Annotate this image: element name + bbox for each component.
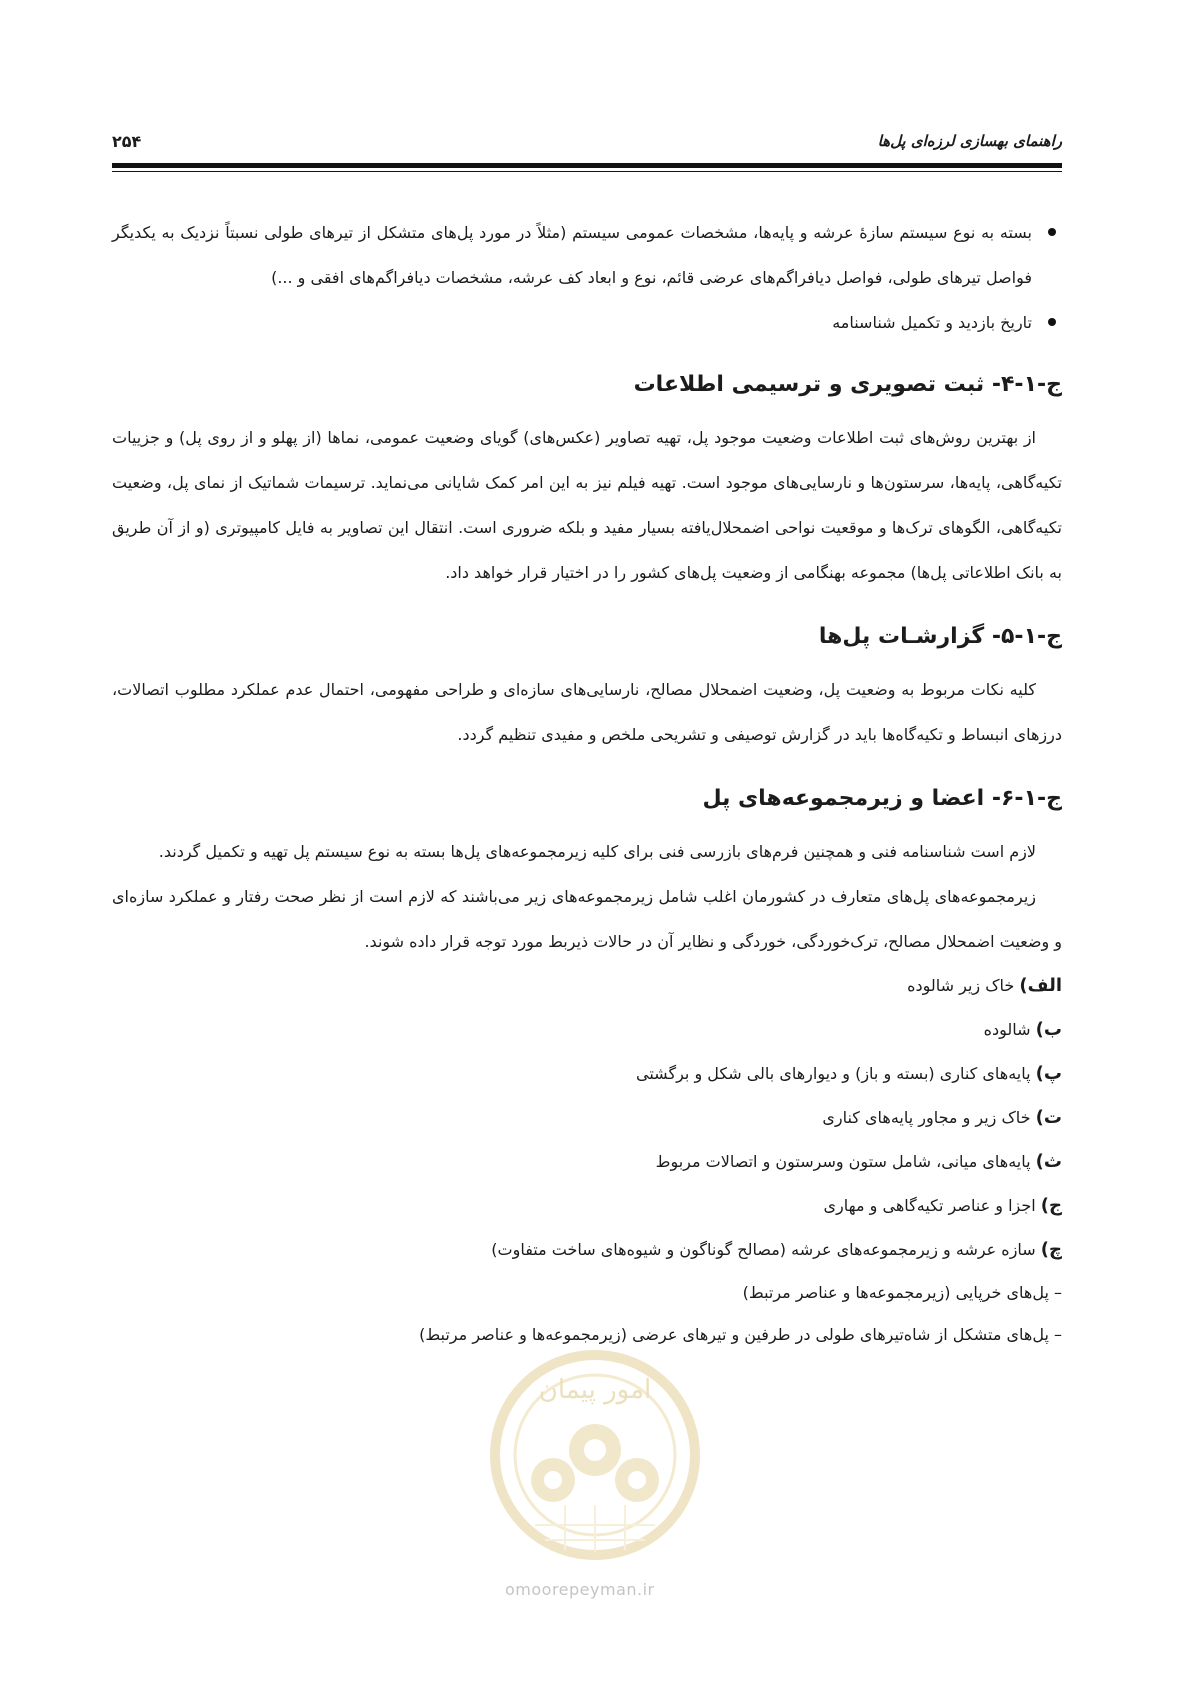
section-paragraph: از بهترین روش‌های ثبت اطلاعات وضعیت موجود پل، تهیه تصاویر (عکس‌های) گویای وضعیت عمومی، نماها (از پهلو و از روی پل) و جزییات تکیه‌گاهی، پایه‌ها، سرستون‌ها و نارسایی‌های موجود است. تهیه فیلم نیز به این امر کمک شایانی می‌نماید. ترسیمات شماتیک از نمای پل، وضعیت تکیه‌گاهی، الگوهای ترک‌ها و موقعیت نواحی اضمحلال‌یافته بسیار مفید و بلکه ضروری است. انتقال این تصاویر به فایل کامپیوتری (و از آن طریق به بانک اطلاعاتی پل‌ها) مجموعه بهنگامی از وضعیت پل‌های کشور را در اختیار قرار خواهد داد. bbox=[112, 428, 1062, 582]
list-item bbox=[112, 1228, 1062, 1272]
list-marker: پ) bbox=[1035, 1063, 1062, 1084]
section-heading: ج-۱-۵- گزارشـات پل‌ها bbox=[818, 624, 1062, 649]
bullet-dot-icon bbox=[1048, 318, 1056, 326]
header-rule-thin bbox=[112, 171, 1062, 172]
page-content bbox=[112, 210, 1062, 1356]
list-text: پایه‌های کناری (بسته و باز) و دیوارهای بالی شکل و برگشتی bbox=[636, 1064, 1031, 1083]
list-text: اجزا و عناصر تکیه‌گاهی و مهاری bbox=[823, 1196, 1036, 1215]
sub-list-item: – پل‌های متشکل از شاه‌تیرهای طولی در طرفین و تیرهای عرضی (زیرمجموعه‌ها و عناصر مرتبط) bbox=[419, 1325, 1062, 1344]
list-text: سازه عرشه و زیرمجموعه‌های عرشه (مصالح گوناگون و شیوه‌های ساخت متفاوت) bbox=[491, 1240, 1036, 1259]
section-heading: ج-۱-۴- ثبت تصویری و ترسیمی اطلاعات bbox=[633, 372, 1062, 397]
bullet-dot-icon bbox=[1048, 228, 1056, 236]
bullet-item bbox=[112, 300, 1062, 345]
list-text: پایه‌های میانی، شامل ستون وسرستون و اتصالات مربوط bbox=[655, 1152, 1031, 1171]
list-marker: ب) bbox=[1035, 1019, 1062, 1040]
list-marker: الف) bbox=[1019, 975, 1062, 996]
running-header bbox=[112, 122, 1062, 162]
header-title: راهنمای بهسازی لرزه‌ای پل‌ها bbox=[877, 132, 1062, 150]
list-item bbox=[112, 1008, 1062, 1052]
section-paragraph: زیرمجموعه‌های پل‌های متعارف در کشورمان اغلب شامل زیرمجموعه‌های زیر می‌باشند که لازم است از نظر صحت رفتار و عملکرد سازه‌ای و وضعیت اضمحلال مصالح، ترک‌خوردگی، خوردگی و نظایر آن در حالات ذیربط مورد توجه قرار داده شوند. bbox=[112, 887, 1062, 951]
watermark-logo-icon bbox=[475, 1340, 715, 1570]
list-item bbox=[112, 1184, 1062, 1228]
header-rule-thick bbox=[112, 163, 1062, 168]
list-text: خاک زیر شالوده bbox=[907, 976, 1015, 995]
list-marker: ج) bbox=[1040, 1195, 1062, 1216]
subassembly-list bbox=[112, 964, 1062, 1356]
list-item bbox=[112, 1096, 1062, 1140]
section-heading: ج-۱-۶- اعضا و زیرمجموعه‌های پل bbox=[702, 786, 1062, 811]
watermark-url: omoorepeyman.ir bbox=[505, 1580, 655, 1599]
bullet-text: تاریخ بازدید و تکمیل شناسنامه bbox=[832, 313, 1032, 332]
bullet-item bbox=[112, 210, 1062, 300]
section-paragraph: کلیه نکات مربوط به وضعیت پل، وضعیت اضمحلال مصالح، نارسایی‌های سازه‌ای و طراحی مفهومی، احتمال عدم عملکرد مطلوب اتصالات، درزهای انبساط و تکیه‌گاه‌ها باید در گزارش توصیفی و تشریحی ملخص و مفیدی تنظیم گردد. bbox=[112, 680, 1062, 744]
sub-list-item: – پل‌های خرپایی (زیرمجموعه‌ها و عناصر مرتبط) bbox=[742, 1283, 1062, 1302]
list-item bbox=[112, 964, 1062, 1008]
list-item bbox=[112, 1052, 1062, 1096]
list-text: شالوده bbox=[983, 1020, 1031, 1039]
bullet-text: بسته به نوع سیستم سازهٔ عرشه و پایه‌ها، مشخصات عمومی سیستم (مثلاً در مورد پل‌های متشکل از تیرهای طولی نسبتاً نزدیک به یکدیگر فواصل تیرهای طولی، فواصل دیافراگم‌های عرضی قائم، نوع و ابعاد کف عرشه، مشخصات دیافراگم‌های افقی و ...) bbox=[112, 223, 1032, 287]
list-text: خاک زیر و مجاور پایه‌های کناری bbox=[822, 1108, 1031, 1127]
watermark-logo-text: امور پیمان bbox=[538, 1375, 652, 1405]
list-marker: ث) bbox=[1035, 1151, 1062, 1172]
section-paragraph: لازم است شناسنامه فنی و همچنین فرم‌های بازرسی فنی برای کلیه زیرمجموعه‌های پل‌ها بسته به نوع سیستم پل تهیه و تکمیل گردند. bbox=[158, 842, 1036, 861]
page-number: ۲۵۴ bbox=[112, 132, 142, 151]
list-item bbox=[112, 1140, 1062, 1184]
list-marker: ت) bbox=[1035, 1107, 1062, 1128]
list-marker: چ) bbox=[1040, 1239, 1062, 1260]
bullet-list bbox=[112, 210, 1062, 345]
